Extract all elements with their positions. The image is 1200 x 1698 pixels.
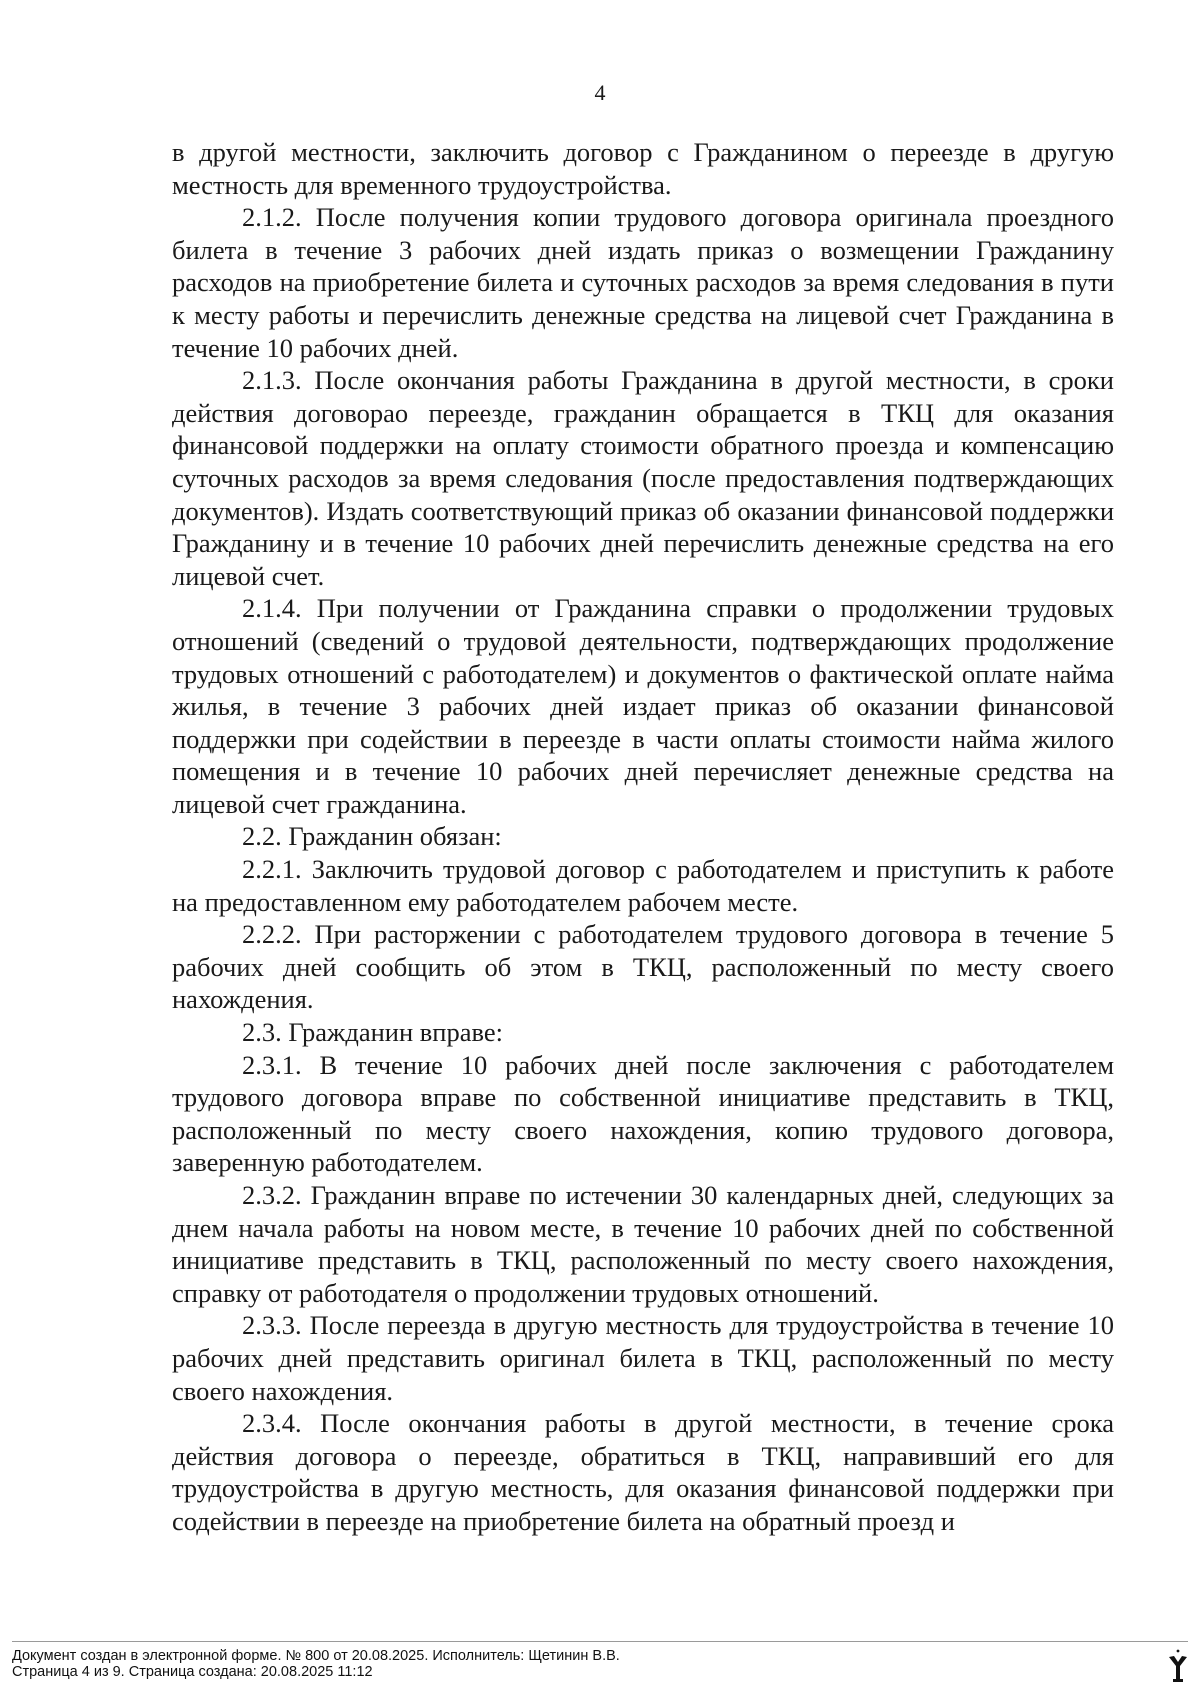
footer <box>12 1648 1112 1680</box>
paragraph-2-3-1: 2.3.1. В течение 10 рабочих дней после заключения с работодателем трудового договора вправе по собственной инициативе представить в ТКЦ, расположенный по месту своего нахождения, копию трудового договора, заверенную работодателем. <box>172 1049 1114 1178</box>
paragraph-2-1-4: 2.1.4. При получении от Гражданина справки о продолжении трудовых отношений (сведений о трудовой деятельности, подтверждающих продолжение трудовых отношений с работодателем) и документов о фактической оплате найма жилья, в течение 3 рабочих дней издает приказ об оказании финансовой поддержки при содействии в переезде в части оплаты стоимости найма жилого помещения и в течение 10 рабочих дней перечисляет денежные средства на лицевой счет гражданина. <box>172 593 1114 819</box>
section-heading-2-2: 2.2. Гражданин обязан: <box>242 821 502 852</box>
paragraph-2-3-3: 2.3.3. После переезда в другую местность для трудоустройства в течение 10 рабочих дней представить оригинал билета в ТКЦ, расположенный по месту своего нахождения. <box>172 1310 1114 1406</box>
paragraph-2-3-4: 2.3.4. После окончания работы в другой местности, в течение срока действия договора о переезде, обратиться в ТКЦ, направивший его для трудоустройства в другую местность, для оказания финансовой поддержки при содействии в переезде на приобретение билета на обратный проезд и <box>172 1408 1114 1536</box>
document-body <box>172 136 1114 1538</box>
section-heading-2-3: 2.3. Гражданин вправе: <box>242 1017 503 1048</box>
emblem-icon <box>1166 1648 1190 1684</box>
footer-page-info: Страница 4 из 9. Страница создана: 20.08.2025 11:12 <box>12 1664 373 1680</box>
paragraph-2-1-3: 2.1.3. После окончания работы Гражданина в другой местности, в сроки действия договорао переезде, гражданин обращается в ТКЦ для оказания финансовой поддержки на оплату стоимости обратного проезда и компенсацию суточных расходов за время следования (после предоставления подтверждающих документов). Издать соответствующий приказ об оказании финансовой поддержки Гражданину и в течение 10 рабочих дней перечислить денежные средства на его лицевой счет. <box>172 365 1114 591</box>
page-number: 4 <box>594 80 606 105</box>
paragraph-2-3-2: 2.3.2. Гражданин вправе по истечении 30 календарных дней, следующих за днем начала работы на новом месте, в течение 10 рабочих дней по собственной инициативе представить в ТКЦ, расположенный по месту своего нахождения, справку от работодателя о продолжении трудовых отношений. <box>172 1180 1114 1308</box>
footer-divider <box>12 1641 1188 1642</box>
paragraph-2-2-1: 2.2.1. Заключить трудовой договор с работодателем и приступить к работе на предоставленном ему работодателем рабочем месте. <box>172 854 1114 917</box>
paragraph-2-2-2: 2.2.2. При расторжении с работодателем трудового договора в течение 5 рабочих дней сообщить об этом в ТКЦ, расположенный по месту своего нахождения. <box>172 919 1114 1015</box>
paragraph-continuation: в другой местности, заключить договор с Гражданином о переезде в другую местность для временного трудоустройства. <box>172 137 1114 200</box>
footer-document-info: Документ создан в электронной форме. № 800 от 20.08.2025. Исполнитель: Щетинин В.В. <box>12 1648 620 1664</box>
paragraph-2-1-2: 2.1.2. После получения копии трудового договора оригинала проездного билета в течение 3 рабочих дней издать приказ о возмещении Гражданину расходов на приобретение билета и суточных расходов за время следования в пути к месту работы и перечислить денежные средства на лицевой счет Гражданина в течение 10 рабочих дней. <box>172 202 1114 363</box>
